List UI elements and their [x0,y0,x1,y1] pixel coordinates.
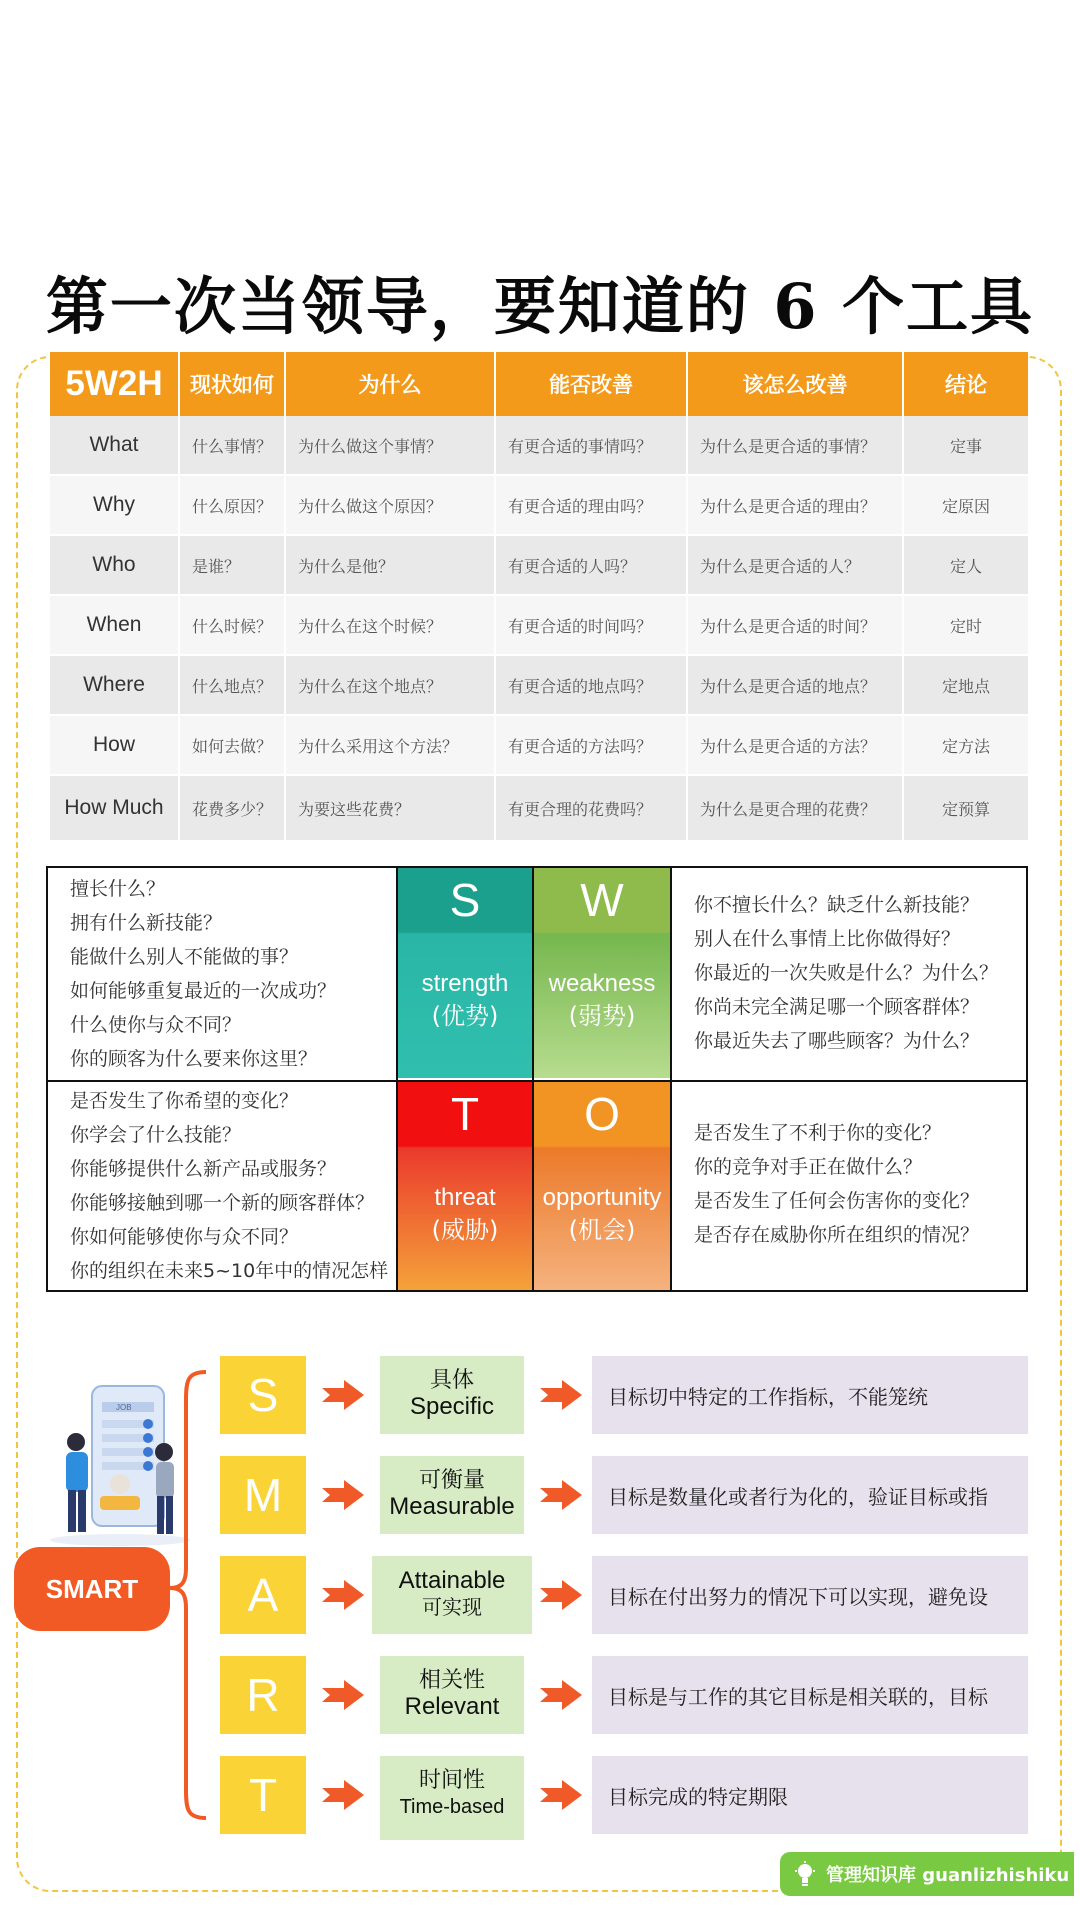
term-line-1: 具体 [429,1368,474,1393]
footer-brand-text: 管理知识库 guanlizhishiku [826,1865,1070,1886]
question-text: 是否发生了不利于你的变化？ [694,1122,942,1144]
table-cell: 为什么采用这个方法？ [286,716,496,776]
tile-label-zh: (威胁) [431,1216,499,1244]
tile-letter: S [449,874,481,926]
arrow-right-icon [538,1578,584,1612]
table-cell: 有更合适的理由吗？ [496,476,688,536]
divider [532,868,534,1290]
swot-tile-threat [398,1082,532,1290]
footer-brand [780,1852,1074,1896]
table-cell: How Much [50,776,180,842]
question-text: 擅长什么？ [70,878,166,900]
arrow-right-icon [320,1478,366,1512]
table-cell: 为什么是更合适的人？ [688,536,904,596]
smart-letter: A [220,1556,306,1634]
header-cell: 为什么 [286,352,496,416]
divider [396,868,398,1290]
smart-description: 目标是与工作的其它目标是相关联的，目标 [592,1656,1028,1734]
smart-term [372,1556,532,1634]
table-cell: 什么事情？ [180,416,286,476]
table-header-row [50,352,1028,416]
smart-description: 目标完成的特定期限 [592,1756,1028,1834]
term-line-1: 可衡量 [418,1468,485,1493]
table-cell: 定时 [904,596,1028,656]
table-cell: 为什么是更合适的事情？ [688,416,904,476]
table-cell: 为什么是更合适的方法？ [688,716,904,776]
term-line-2: Time-based [399,1796,505,1818]
table-row [50,476,1028,536]
swot-matrix [46,866,1028,1292]
header-cell: 5W2H [50,352,180,416]
table-cell: 什么原因？ [180,476,286,536]
divider [48,1080,1026,1082]
table-cell: 定人 [904,536,1028,596]
table-cell: 如何去做？ [180,716,286,776]
term-line-2: Relevant [404,1693,500,1720]
smart-term [380,1456,524,1534]
smart-letter: T [220,1756,306,1834]
table-cell: 为什么是更合理的花费？ [688,776,904,842]
arrow-right-icon [538,1678,584,1712]
header-cell: 现状如何 [180,352,286,416]
question-text: 什么使你与众不同？ [70,1014,242,1036]
question-text: 你最近的一次失败是什么？为什么？ [694,962,999,984]
tile-label: opportunity [542,1184,662,1211]
question-text: 拥有什么新技能？ [70,912,223,934]
weaknesses-questions [694,888,998,1058]
term-line-1: 时间性 [418,1768,485,1793]
svg-text:JOB: JOB [116,1403,132,1412]
question-text: 能做什么别人不能做的事？ [70,946,299,968]
page-title: 第一次当领导，要知道的 6 个工具 [45,270,1035,343]
arrow-right-icon [320,1378,366,1412]
table-row [50,776,1028,842]
table-cell: 什么时候？ [180,596,286,656]
smart-term [380,1756,524,1840]
term-line-1: Attainable [398,1567,506,1594]
tile-letter: O [584,1088,620,1140]
question-text: 是否发生了任何会伤害你的变化？ [694,1190,980,1212]
table-row [50,416,1028,476]
table-row [50,536,1028,596]
question-text: 别人在什么事情上比你做得好？ [694,928,961,950]
table-cell: 定原因 [904,476,1028,536]
tile-label: strength [421,970,509,997]
smart-letter: M [220,1456,306,1534]
table-cell: 什么地点？ [180,656,286,716]
table-cell: 有更合适的事情吗？ [496,416,688,476]
table-cell: How [50,716,180,776]
table-cell: 有更合理的花费吗？ [496,776,688,842]
arrow-right-icon [320,1578,366,1612]
header-cell: 能否改善 [496,352,688,416]
question-text: 你的竞争对手正在做什么？ [694,1156,923,1178]
strengths-questions [70,872,336,1076]
swot-tile-opportunity [534,1082,670,1290]
table-cell: 有更合适的地点吗？ [496,656,688,716]
tile-label-zh: (机会) [568,1216,636,1244]
term-line-1: 相关性 [418,1668,485,1693]
swot-tile-strength [398,868,532,1078]
tile-letter: W [580,874,624,926]
table-cell: Where [50,656,180,716]
header-cell: 结论 [904,352,1028,416]
table-cell: 为什么是更合适的地点？ [688,656,904,716]
arrow-right-icon [538,1478,584,1512]
table-row [50,656,1028,716]
opportunities-questions [70,1084,388,1288]
table-cell: 为什么在这个时候？ [286,596,496,656]
smart-term [380,1656,524,1734]
arrow-right-icon [320,1678,366,1712]
term-line-2: Measurable [389,1493,515,1520]
header-cell: 该怎么改善 [688,352,904,416]
table-cell: 为什么做这个事情？ [286,416,496,476]
table-cell: 有更合适的时间吗？ [496,596,688,656]
table-cell: 花费多少？ [180,776,286,842]
term-line-2: Specific [409,1393,495,1420]
table-cell: 为什么是更合适的时间？ [688,596,904,656]
arrow-right-icon [320,1778,366,1812]
table-row [50,596,1028,656]
table-cell: 为什么做这个原因？ [286,476,496,536]
question-text: 你的组织在未来5~10年中的情况怎样 [70,1260,389,1282]
table-cell: 是谁？ [180,536,286,596]
question-text: 你能够提供什么新产品或服务？ [70,1158,337,1180]
bracket-connector [168,1370,208,1820]
question-text: 你尚未完全满足哪一个顾客群体？ [694,996,980,1018]
question-text: 你学会了什么技能？ [70,1124,242,1146]
smart-description: 目标是数量化或者行为化的，验证目标或指 [592,1456,1028,1534]
lightbulb-icon [794,1861,816,1887]
question-text: 你如何能够使你与众不同？ [70,1226,299,1248]
table-cell: Who [50,536,180,596]
question-text: 是否存在威胁你所在组织的情况？ [694,1224,980,1246]
tile-label-zh: (弱势) [568,1002,636,1030]
smart-letter: S [220,1356,306,1434]
arrow-right-icon [538,1778,584,1812]
table-cell: What [50,416,180,476]
divider [670,868,672,1290]
question-text: 是否发生了你希望的变化？ [70,1090,299,1112]
tile-label-zh: (优势) [431,1002,499,1030]
table-cell: 为什么是更合适的理由？ [688,476,904,536]
table-cell: 为要这些花费？ [286,776,496,842]
question-text: 如何能够重复最近的一次成功？ [70,980,337,1002]
smart-description: 目标切中特定的工作指标，不能笼统 [592,1356,1028,1434]
table-cell: 为什么是他？ [286,536,496,596]
question-text: 你能够接触到哪一个新的顾客群体？ [70,1192,375,1214]
smart-letter: R [220,1656,306,1734]
table-cell: When [50,596,180,656]
question-text: 你的顾客为什么要来你这里？ [70,1048,318,1070]
table-cell: 为什么在这个地点？ [286,656,496,716]
smart-term [380,1356,524,1434]
table-5w2h [50,352,1028,842]
question-text: 你不擅长什么？缺乏什么新技能？ [694,894,980,916]
smart-badge: SMART [14,1547,170,1631]
tile-label: weakness [548,970,656,997]
tile-label: threat [434,1184,496,1211]
table-cell: 有更合适的人吗？ [496,536,688,596]
threats-questions [694,1116,979,1252]
table-cell: 定事 [904,416,1028,476]
table-cell: 定方法 [904,716,1028,776]
table-body [50,416,1028,842]
table-cell: 定地点 [904,656,1028,716]
table-cell: 有更合适的方法吗？ [496,716,688,776]
table-cell: Why [50,476,180,536]
tile-letter: T [450,1088,480,1140]
swot-tile-weakness [534,868,670,1078]
smart-description: 目标在付出努力的情况下可以实现，避免设 [592,1556,1028,1634]
question-text: 你最近失去了哪些顾客？为什么？ [694,1030,980,1052]
table-cell: 定预算 [904,776,1028,842]
arrow-right-icon [538,1378,584,1412]
table-row [50,716,1028,776]
term-line-2: 可实现 [422,1595,482,1619]
